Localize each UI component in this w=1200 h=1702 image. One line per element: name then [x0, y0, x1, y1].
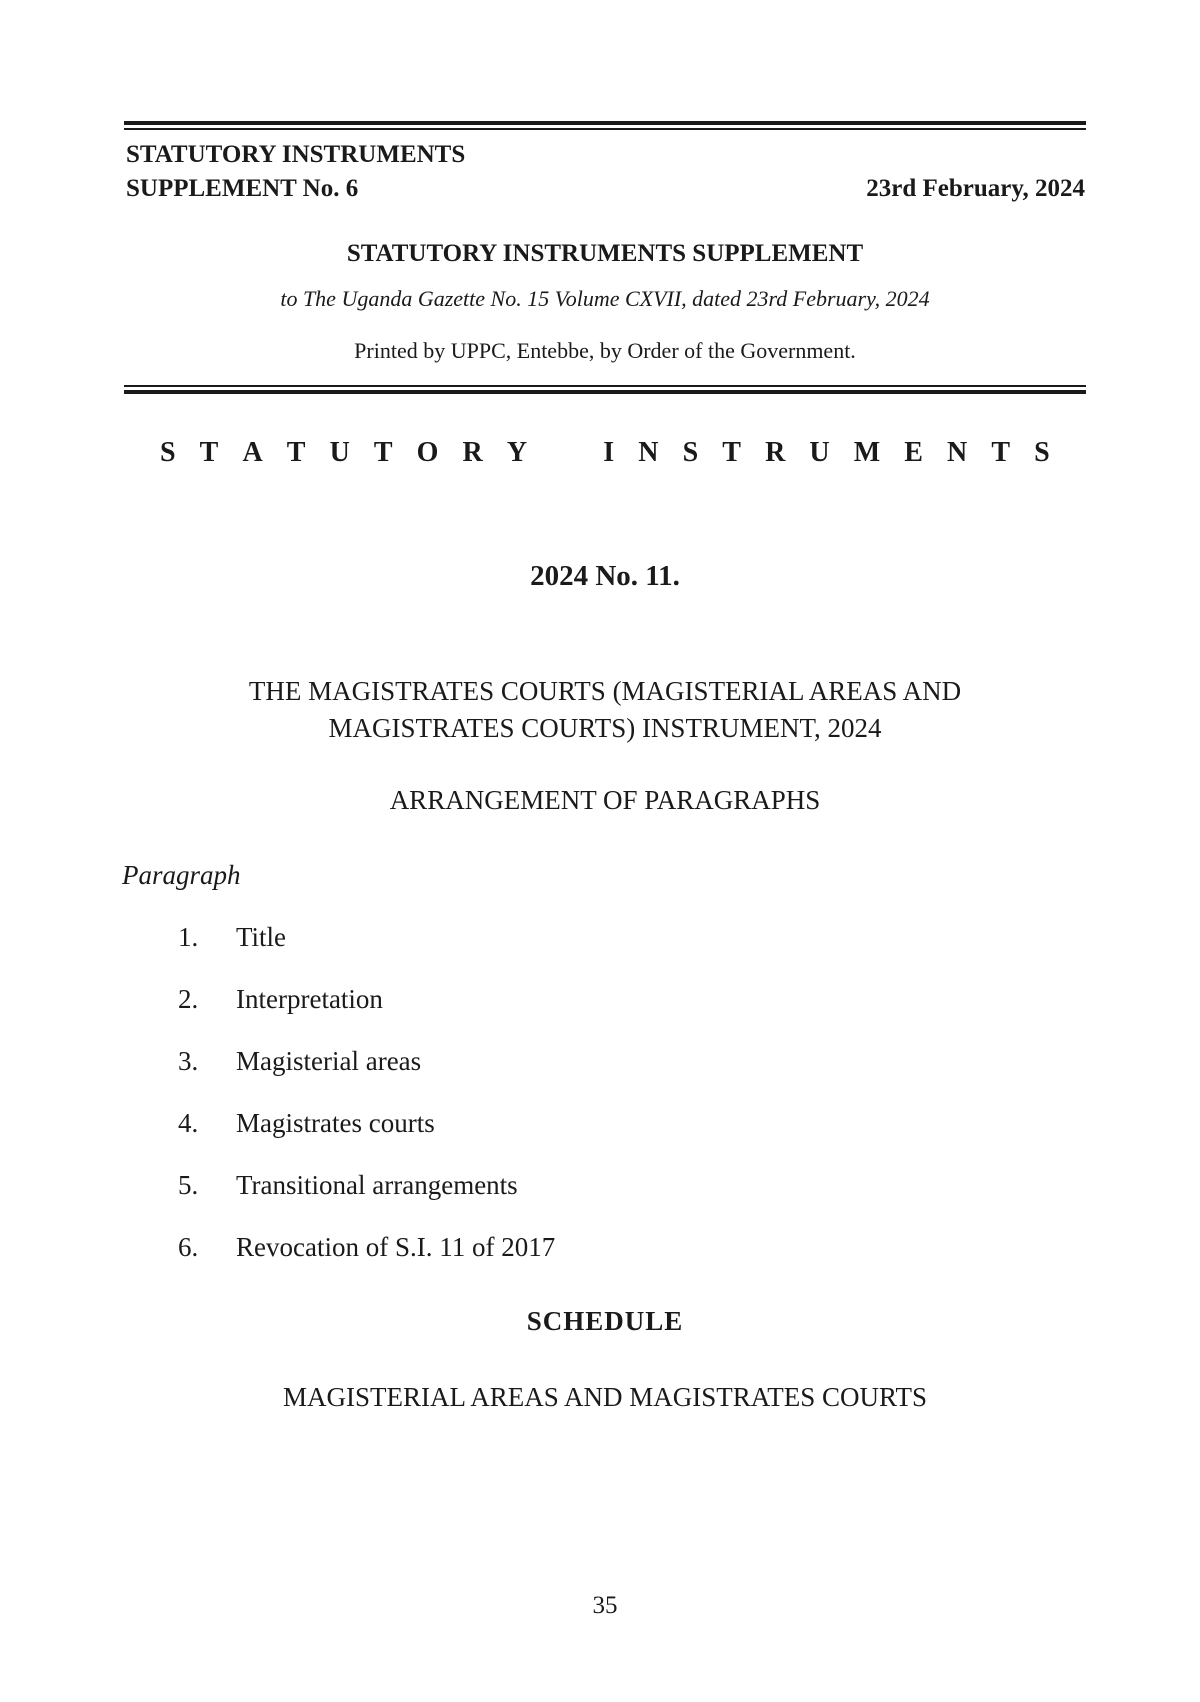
paragraph-number: 4. — [178, 1108, 199, 1138]
banner-letter: U — [809, 437, 830, 468]
banner-letter: T — [373, 437, 393, 468]
banner-letter: O — [416, 437, 439, 468]
list-item — [178, 922, 286, 953]
series-line-1: STATUTORY INSTRUMENTS — [126, 141, 466, 168]
instrument-title — [124, 673, 1086, 747]
list-item — [178, 1046, 421, 1077]
rule-thin-line — [124, 385, 1086, 387]
banner-letter: S — [1034, 437, 1050, 468]
banner-letter: R — [765, 437, 786, 468]
paragraph-title: Transitional arrangements — [236, 1170, 518, 1200]
header-date: 23rd February, 2024 — [866, 175, 1085, 202]
paragraph-number: 6. — [178, 1232, 199, 1262]
banner-letter: T — [991, 437, 1011, 468]
banner-letter: T — [286, 437, 306, 468]
banner-letter: E — [904, 437, 923, 468]
banner-letter: Y — [506, 437, 528, 468]
rule-thick-line — [124, 390, 1086, 394]
banner-letter: A — [242, 437, 263, 468]
paragraph-title: Magistrates courts — [236, 1108, 435, 1138]
rule-thin-line — [124, 128, 1086, 130]
paragraph-title: Magisterial areas — [236, 1046, 422, 1076]
banner-word-gap — [551, 437, 579, 469]
paragraph-title: Interpretation — [236, 984, 383, 1014]
paragraph-number: 3. — [178, 1046, 199, 1076]
banner-letter: U — [329, 437, 350, 468]
series-line-2: SUPPLEMENT No. 6 — [126, 175, 359, 202]
rule-thick-line — [124, 121, 1086, 125]
instrument-number: 2024 No. 11. — [530, 560, 680, 592]
banner-letter: S — [160, 437, 176, 468]
list-item — [178, 1232, 555, 1263]
banner-letter: R — [462, 437, 483, 468]
series-header — [126, 138, 465, 206]
paragraph-title: Revocation of S.I. 11 of 2017 — [236, 1232, 556, 1262]
banner-letter: N — [947, 437, 968, 468]
printed-by-line: Printed by UPPC, Entebbe, by Order of the Government. — [354, 338, 856, 363]
schedule-title: MAGISTERIAL AREAS AND MAGISTRATES COURTS — [283, 1382, 927, 1412]
schedule-heading: SCHEDULE — [526, 1306, 684, 1336]
instrument-title-line-2: MAGISTRATES COURTS) INSTRUMENT, 2024 — [328, 713, 882, 743]
paragraph-column-label: Paragraph — [122, 860, 241, 890]
arrangement-heading: ARRANGEMENT OF PARAGRAPHS — [389, 785, 821, 815]
supplement-subtitle: to The Uganda Gazette No. 15 Volume CXVII, dated 23rd February, 2024 — [280, 286, 930, 311]
paragraph-number: 5. — [178, 1170, 199, 1200]
paragraph-number: 2. — [178, 984, 199, 1014]
banner-letter: M — [853, 437, 881, 468]
bottom-double-rule — [124, 385, 1086, 395]
banner-letter: S — [682, 437, 699, 468]
top-double-rule — [124, 121, 1086, 131]
banner-letter: T — [199, 437, 219, 468]
list-item — [178, 1108, 435, 1139]
page-number: 35 — [592, 1592, 618, 1619]
banner-letter: T — [722, 437, 741, 468]
supplement-title: STATUTORY INSTRUMENTS SUPPLEMENT — [346, 240, 864, 267]
paragraph-number: 1. — [178, 922, 199, 952]
list-item — [178, 984, 383, 1015]
statutory-instruments-banner — [160, 437, 1050, 469]
banner-letter: I — [603, 437, 615, 468]
instrument-title-line-1: THE MAGISTRATES COURTS (MAGISTERIAL AREAS AND — [248, 676, 962, 706]
banner-letter: N — [638, 437, 659, 468]
list-item — [178, 1170, 518, 1201]
paragraph-title: Title — [236, 922, 287, 952]
